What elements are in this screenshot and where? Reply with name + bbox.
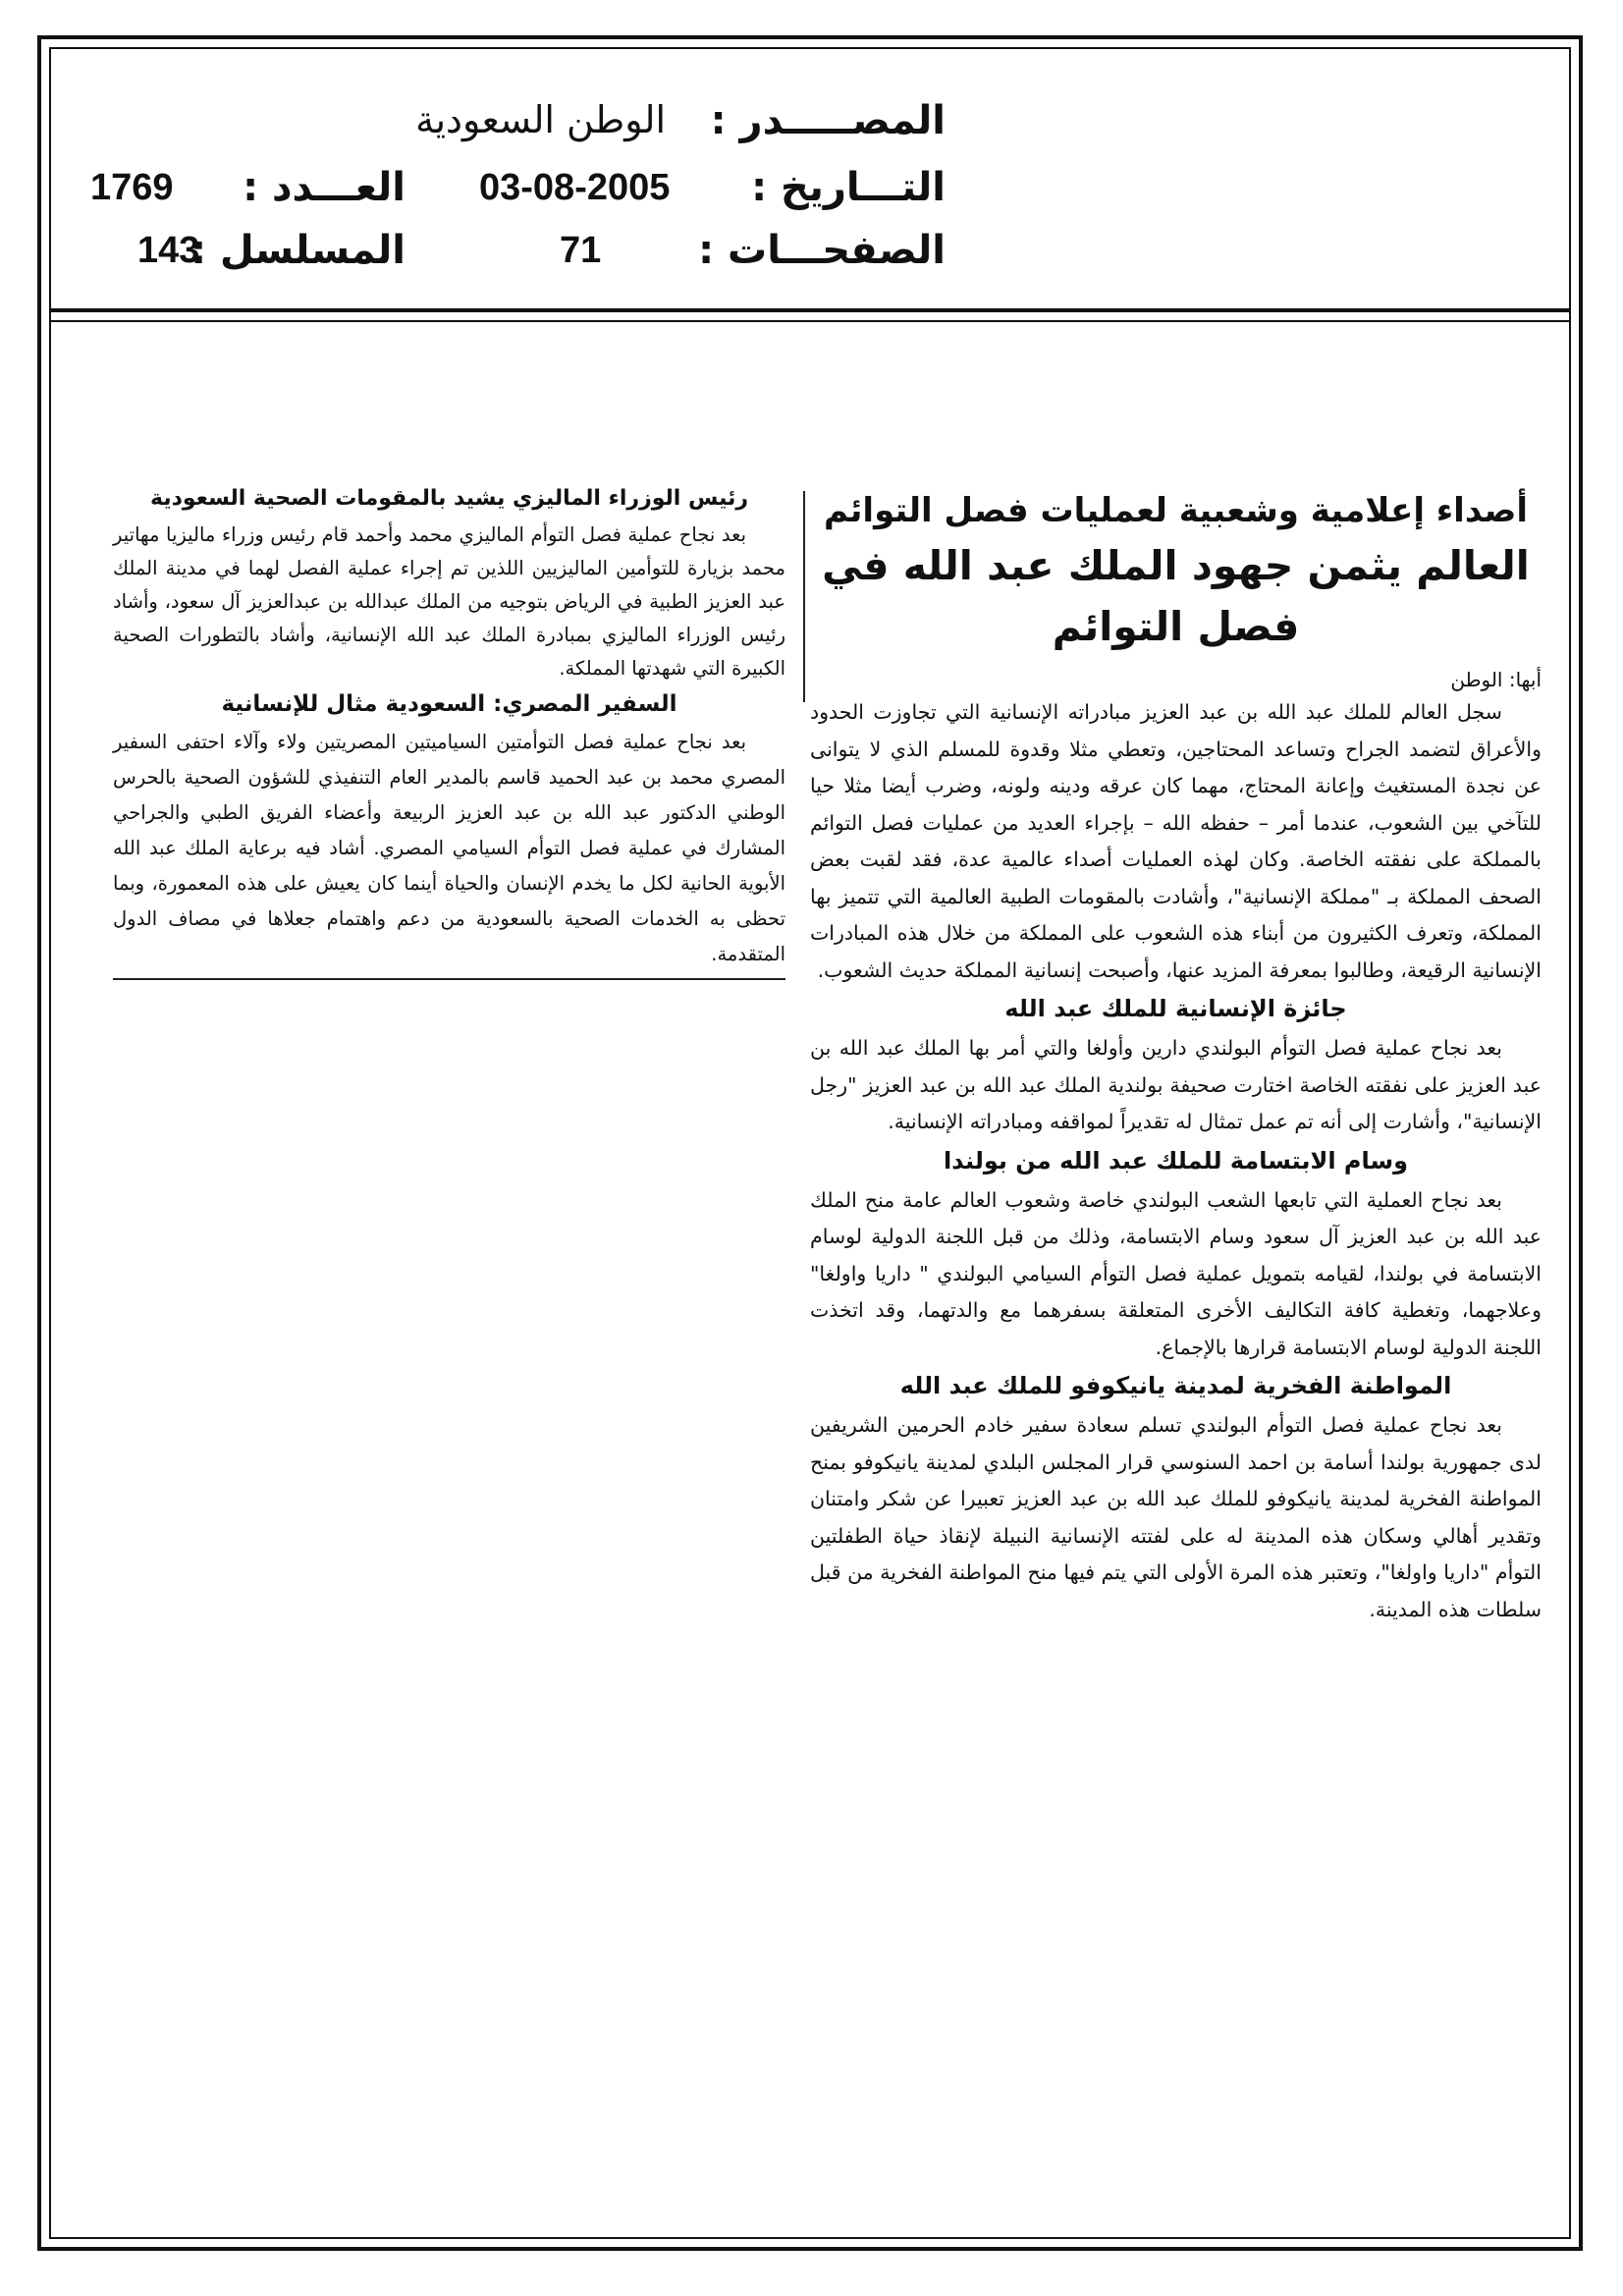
section-heading: جائزة الإنسانية للملك عبد الله (1004, 995, 1347, 1022)
section-heading: رئيس الوزراء الماليزي يشيد بالمقومات الصحية السعودية (149, 486, 748, 511)
article-end-rule (113, 978, 785, 980)
article-headline: العالم يثمن جهود الملك عبد الله في فصل التوائم (822, 542, 1530, 650)
article-kicker: أصداء إعلامية وشعبية لعمليات فصل التوائم (823, 491, 1528, 530)
article-paragraph: سجل العالم للملك عبد الله بن عبد العزيز مبادراته الإنسانية التي تجاوزت الحدود والأعراق لتضمد الجراح وتساعد المحتاجين، وتعطي مثلا وقدوة للمسلم الذي لا يتوانى عن نجدة المستغيث وإعانة المحتاج، مهما كان عرقه ودينه ولونه، وضرب أيضا مثلا حيا للتآخي بين الشعوب، عندما أمر – حفظه الله – بإجراء العديد من عمليات فصل التوائم بالمملكة على نفقته الخاصة. وكان لهذه العمليات أصداء عالمية عدة، فقد لقبت بعض الصحف المملكة بـ "مملكة الإنسانية"، وأشادت بالمقومات الطبية العالمية التي تتميز بها المملكة، وتعرف الكثيرون من أبناء هذه الشعوب على المملكة من خلال هذه المبادرات الإنسانية الرقيعة، وطالبوا بمعرفة المزيد عنها، وأصبحت إنسانية المملكة حديث الشعوب. (810, 700, 1542, 982)
section-heading: وسام الابتسامة للملك عبد الله من بولندا (943, 1146, 1409, 1175)
serial-value: 143 (137, 230, 200, 271)
serial-label: المسلسل : (190, 228, 406, 273)
section-heading: السفير المصري: السعودية مثال للإنسانية (221, 691, 677, 717)
issue-label: العـــدد : (243, 165, 406, 210)
header-divider-thin (49, 320, 1571, 322)
date-label: التـــاريخ : (751, 165, 946, 210)
section-heading: المواطنة الفخرية لمدينة يانيكوفو للملك عبد الله (899, 1372, 1452, 1399)
column-rule (803, 491, 805, 702)
article-paragraph: بعد نجاح عملية فصل التوأم البولندي تسلم سعادة سفير خادم الحرمين الشريفين لدى جمهورية بولندا أسامة بن احمد السنوسي قرار المجلس البلدي لمدينة يانيكوفو بمنح المواطنة الفخرية لمدينة يانيكوفو للملك عبد الله بن عبد العزيز تعبيرا عن شكر وامتنان وتقدير أهالي وسكان هذه المدينة له على لفتته الإنسانية النبيلة لإنقاذ حياة الطفلتين التوأم "داريا واولغا"، وتعتبر هذه المرة الأولى التي يتم فيها منح المواطنة الفخرية من قبل سلطات هذه المدينة. (810, 1413, 1542, 1621)
header-divider (49, 308, 1571, 312)
article-paragraph: بعد نجاح عملية فصل التوأم الماليزي محمد وأحمد قام رئيس وزراء ماليزيا مهاتير محمد بزيارة للتوأمين الماليزيين اللذين تم إجراء عملية الفصل لهما في مدينة الملك عبد العزيز الطبية في الرياض بتوجيه من الملك عبدالله بن عبدالعزيز آل سعود، وأشاد رئيس الوزراء الماليزي بمبادرة الملك عبد الله الإنسانية، وأشاد بالتطورات الصحية الكبيرة التي شهدتها المملكة. (113, 523, 785, 680)
left-article (113, 486, 785, 980)
article-byline: أبها: الوطن (1450, 668, 1542, 691)
article-paragraph: بعد نجاح عملية فصل التوأم البولندي دارين وأولغا والتي أمر بها الملك عبد الله بن عبد العزيز على نفقته الخاصة اختارت صحيفة بولندية الملك عبد الله بن عبد العزيز "رجل الإنسانية"، وأشارت إلى أنه تم عمل تمثال له تقديراً لمواقفه ومبادراته الإنسانية. (810, 1036, 1542, 1133)
issue-value: 1769 (90, 167, 174, 208)
source-label: المصـــــدر : (710, 98, 946, 143)
source-value: الوطن السعودية (415, 98, 666, 141)
pages-label: الصفحـــات : (698, 228, 946, 273)
pages-value: 71 (560, 230, 602, 271)
article-paragraph: بعد نجاح العملية التي تابعها الشعب البولندي خاصة وشعوب العالم عامة منح الملك عبد الله بن عبد العزيز آل سعود وسام الابتسامة، وذلك من قبل اللجنة الدولية لوسام الابتسامة في بولندا، لقيامه بتمويل عملية فصل التوأم السيامي البولندي " داريا واولغا" وعلاجهما، وتغطية كافة التكاليف الأخرى المتعلقة بسفرهما مع والدتهما، وقد اتخذت اللجنة الدولية لوسام الابتسامة قرارها بالإجماع. (810, 1187, 1542, 1359)
article-paragraph: بعد نجاح عملية فصل التوأمتين السياميتين المصريتين ولاء وآلاء احتفى السفير المصري محمد بن عبد الحميد قاسم بالمدير العام التنفيذي للشؤون الصحية بالحرس الوطني الدكتور عبد الله بن عبد العزيز الربيعة وأعضاء الفريق الطبي والجراحي المشارك في عملية فصل التوأم السيامي المصري. أشاد فيه برعاية الملك عبد الله الأبوية الحانية لكل ما يخدم الإنسان والحياة أينما كان يعيش على هذه المعمورة، وبما تحظى به الخدمات الصحية بالسعودية من دعم واهتمام جعلاها في مصاف الدول المتقدمة. (113, 731, 785, 965)
right-article (810, 486, 1542, 1628)
date-value: 03-08-2005 (479, 167, 671, 208)
